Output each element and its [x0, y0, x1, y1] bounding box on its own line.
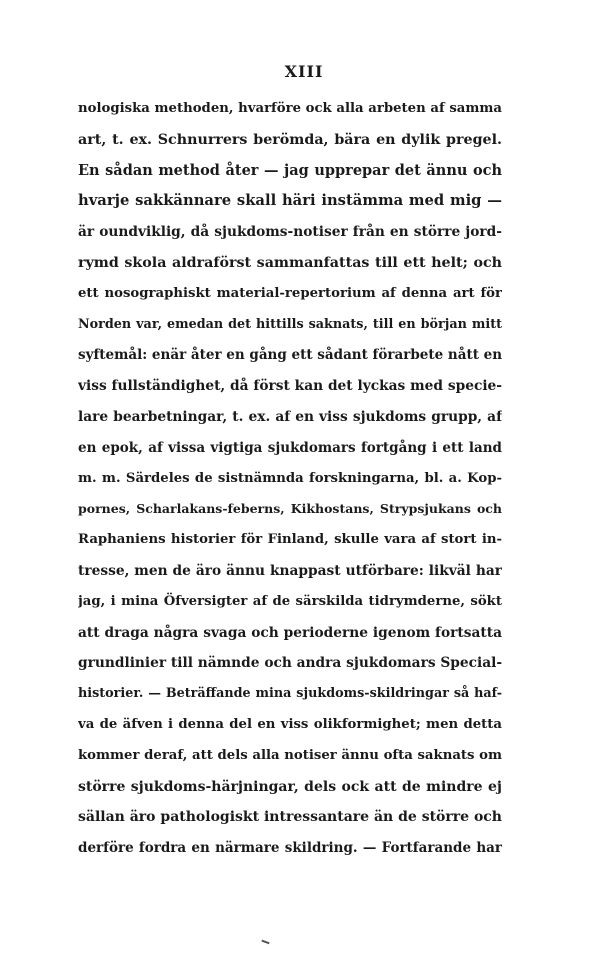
text-line: m. m. Särdeles de sistnämnda forskningarna, bl. a. Kop- — [78, 470, 502, 486]
page-number: XIII — [284, 62, 324, 81]
text-line: art, t. ex. Schnurrers berömda, bära en dylik pregel. — [78, 131, 502, 148]
text-line: större sjukdoms-härjningar, dels ock att de mindre ej — [78, 778, 502, 795]
text-line: En sådan method åter — jag upprepar det ännu och — [78, 161, 502, 179]
print-mark — [261, 937, 270, 944]
text-line: Raphaniens historier för Finland, skulle vara af stort in- — [78, 532, 502, 548]
text-line: ett nosographiskt material-repertorium af denna art för — [78, 285, 502, 301]
text-line: pornes, Scharlakans-feberns, Kikhostans, Strypsjukans och — [78, 501, 502, 517]
text-line: rymd skola aldraförst sammanfattas till ett helt; och — [78, 254, 502, 271]
text-line: Norden var, emedan det hittills saknats, till en början mitt — [78, 316, 502, 332]
text-line: är oundviklig, då sjukdoms-notiser från en större jord- — [78, 224, 502, 241]
text-line: syftemål: enär åter en gång ett sådant förarbete nått en — [78, 347, 502, 364]
text-line: kommer deraf, att dels alla notiser ännu ofta saknats om — [78, 747, 502, 763]
text-line: att draga några svaga och perioderne igenom fortsatta — [78, 624, 502, 641]
text-line: sällan äro pathologiskt intressantare än de större och — [78, 809, 502, 826]
text-line: nologiska methoden, hvarföre ock alla arbeten af samma — [78, 101, 502, 116]
text-line: grundlinier till nämnde och andra sjukdomars Special- — [78, 655, 502, 672]
text-line: tresse, men de äro ännu knappast utförbare: likväl har — [78, 562, 502, 579]
text-line: derföre fordra en närmare skildring. — Fortfarande har — [78, 840, 502, 857]
text-line: historier. — Beträffande mina sjukdoms-skildringar så haf- — [78, 686, 502, 702]
text-line: viss fullständighet, då först kan det lyckas med specie- — [78, 378, 502, 395]
body-text — [78, 94, 502, 864]
text-line: hvarje sakkännare skall häri instämma med mig — — [78, 192, 502, 210]
text-line: jag, i mina Öfversigter af de särskilda tidrymderne, sökt — [78, 593, 502, 609]
text-line: lare bearbetningar, t. ex. af en viss sjukdoms grupp, af — [78, 408, 502, 425]
text-line: va de äfven i denna del en viss olikformighet; men detta — [78, 716, 502, 732]
text-line: en epok, af vissa vigtiga sjukdomars fortgång i ett land — [78, 439, 502, 456]
